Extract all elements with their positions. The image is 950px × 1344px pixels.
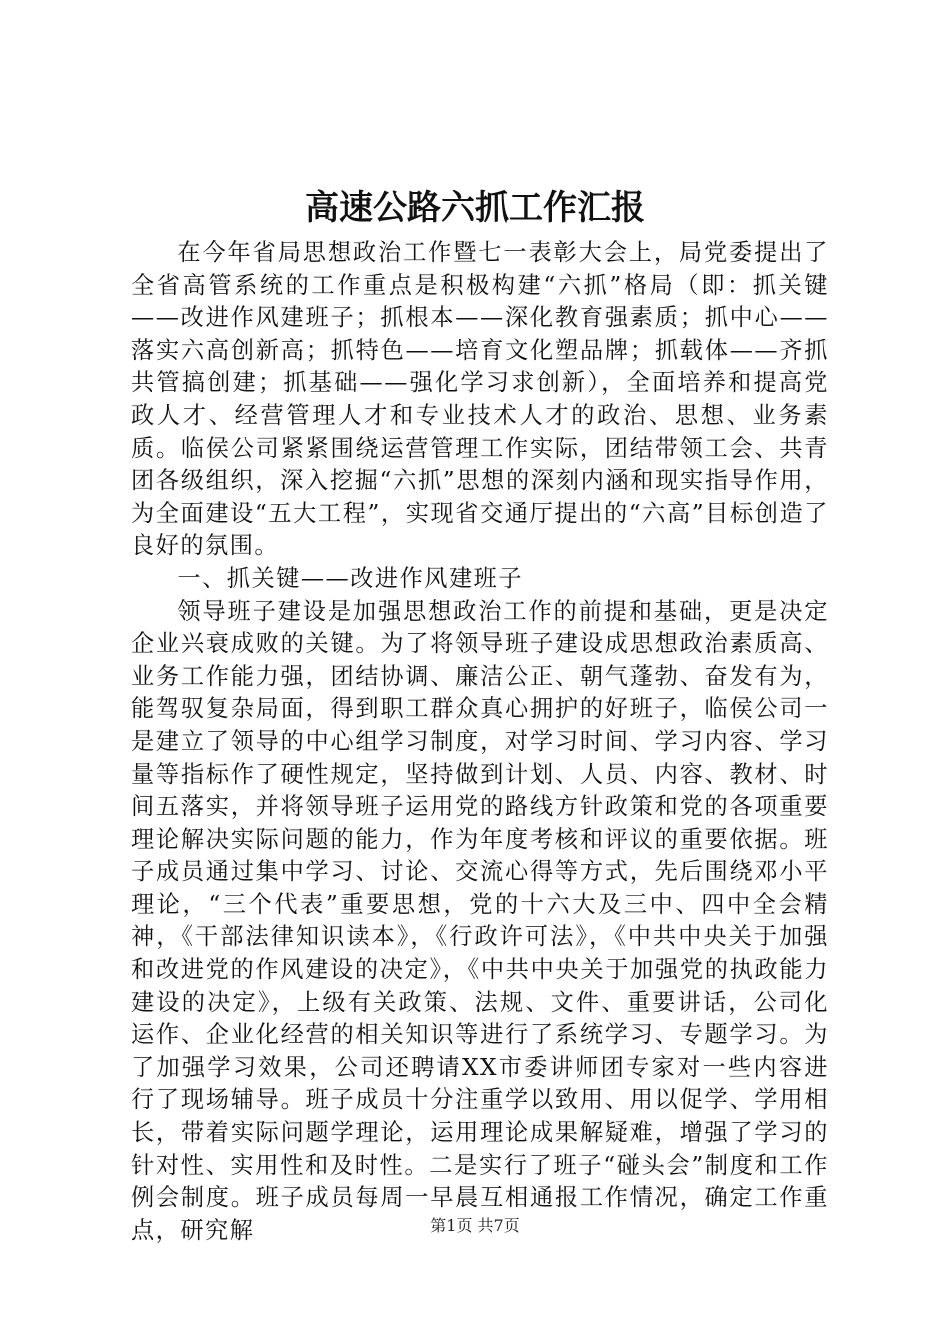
document-body — [131, 237, 829, 1247]
section-1-paragraph: 领导班子建设是加强思想政治工作的前提和基础，更是决定企业兴衰成败的关键。为了将领导班子建设成思想政治素质高、业务工作能力强，团结协调、廉洁公正、朝气蓬勃、奋发有为，能驾驭复杂局面，得到职工群众真心拥护的好班子，临侯公司一是建立了领导的中心组学习制度，对学习时间、学习内容、学习量等指标作了硬性规定，坚持做到计划、人员、内容、教材、时间五落实，并将领导班子运用党的路线方针政策和党的各项重要理论解决实际问题的能力，作为年度考核和评议的重要依据。班子成员通过集中学习、讨论、交流心得等方式，先后围绕邓小平理论，“三个代表”重要思想，党的十六大及三中、四中全会精神，《干部法律知识读本》，《行政许可法》，《中共中央关于加强和改进党的作风建设的决定》，《中共中央关于加强党的执政能力建设的决定》，上级有关政策、法规、文件、重要讲话，公司化运作、企业化经营的相关知识等进行了系统学习、专题学习。为了加强学习效果，公司还聘请XX市委讲师团专家对一些内容进行了现场辅导。班子成员十分注重学以致用、用以促学、学用相长，带着实际问题学理论，运用理论成果解疑难，增强了学习的针对性、实用性和及时性。二是实行了班子“碰头会”制度和工作例会制度。班子成员每周一早晨互相通报工作情况，确定工作重点，研究解 — [131, 597, 829, 1244]
section-heading-1: 一、抓关键——改进作风建班子 — [177, 564, 524, 592]
intro-paragraph: 在今年省局思想政治工作暨七一表彰大会上，局党委提出了全省高管系统的工作重点是积极构建“六抓”格局（即：抓关键——改进作风建班子；抓根本——深化教育强素质；抓中心——落实六高创新高；抓特色——培育文化塑品牌；抓载体——齐抓共管搞创建；抓基础——强化学习求创新），全面培养和提高党政人才、经营管理人才和专业技术人才的政治、思想、业务素质。临侯公司紧紧围绕运营管理工作实际，团结带领工会、共青团各级组织，深入挖掘“六抓”思想的深刻内涵和现实指导作用，为全面建设“五大工程”，实现省交通厅提出的“六高”目标创造了良好的氛围。 — [131, 239, 829, 560]
document-title: 高速公路六抓工作汇报 — [305, 188, 645, 228]
page-number-footer: 第1页 共7页 — [430, 1216, 520, 1235]
